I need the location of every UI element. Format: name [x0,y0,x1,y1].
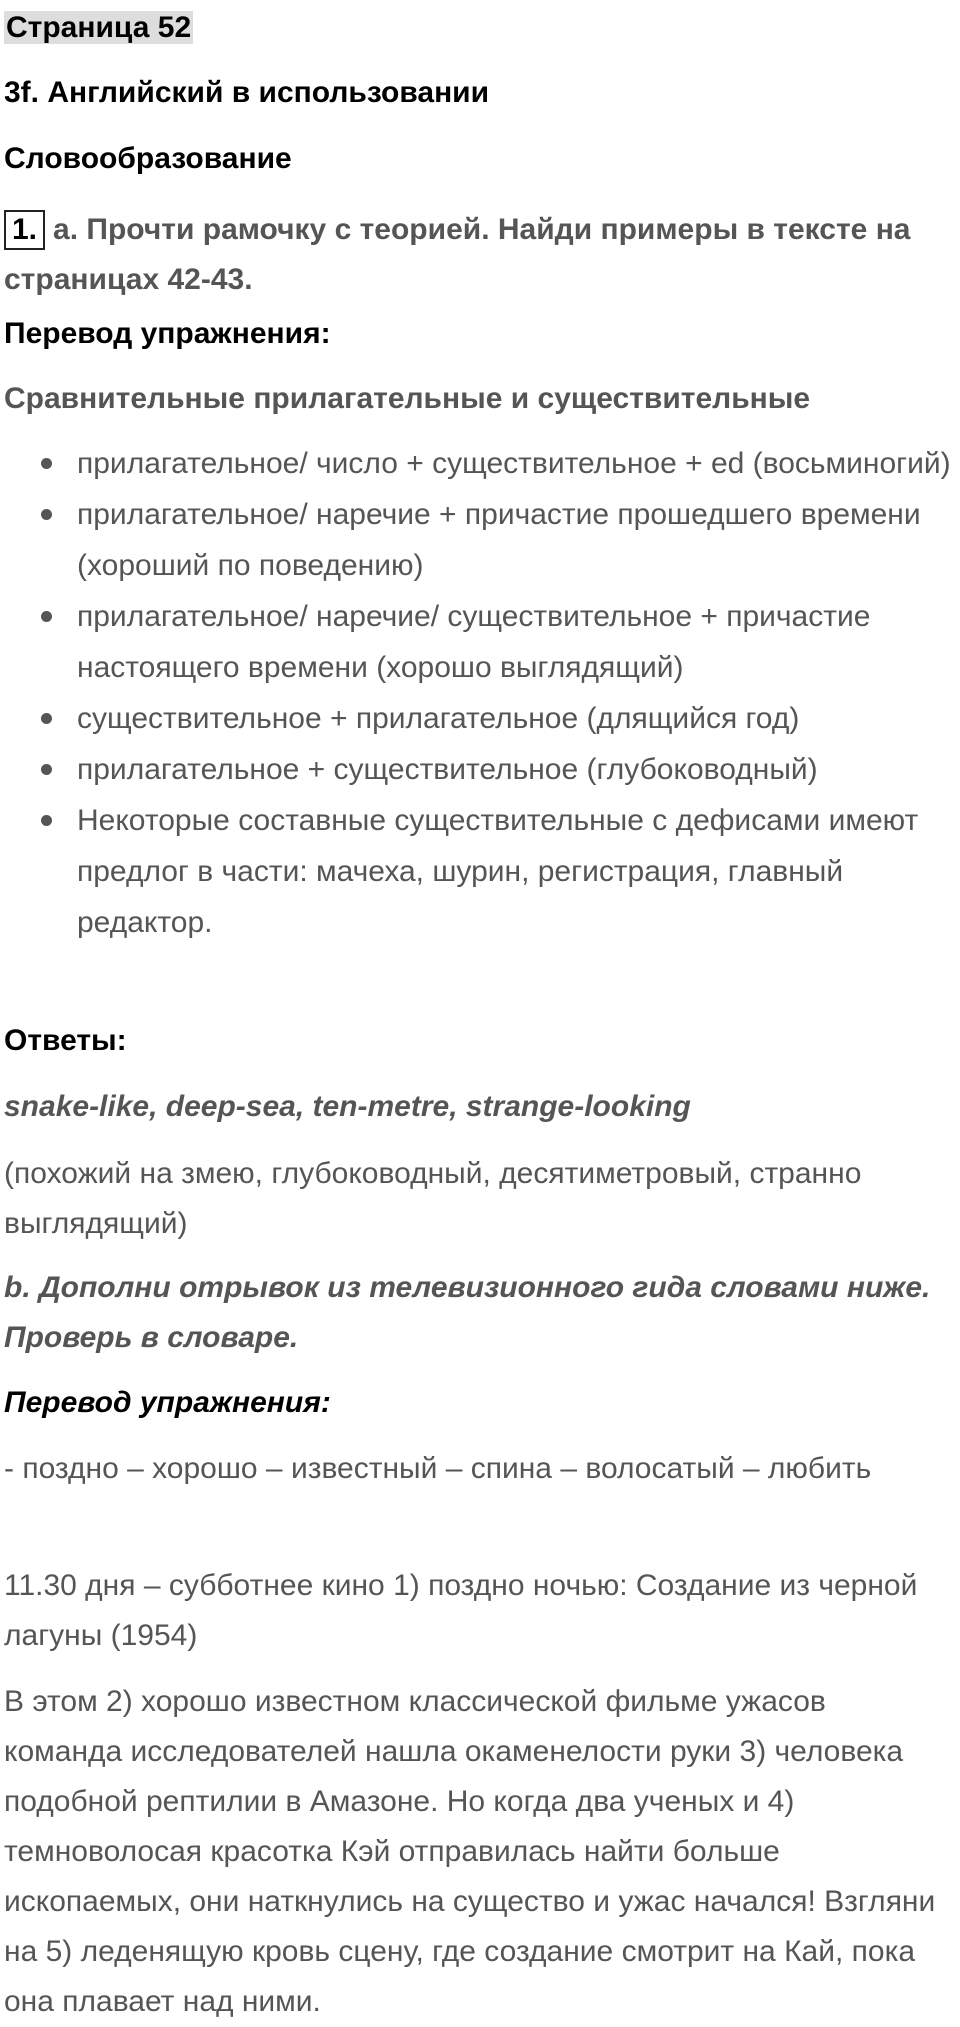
task-1-text: a. Прочти рамочку с теорией. Найди примеры в тексте на страницах 42-43. [4,213,911,296]
bullet-icon [41,458,52,469]
answers-heading: Ответы: [4,1024,127,1057]
bullet-icon [41,815,52,826]
task-1 [4,205,952,305]
list-item [0,591,952,693]
list-item-text: прилагательное/ число + существительное + ed (восьминогий) [77,447,951,480]
list-item-text: существительное + прилагательное (длящийся год) [77,702,800,735]
list-item-text: прилагательное + существительное (глубоководный) [77,753,818,786]
list-item-text: прилагательное/ наречие + причастие прошедшего времени (хороший по поведению) [77,498,921,582]
bullet-icon [41,509,52,520]
page-label-row [4,3,952,53]
task-b: b. Дополни отрывок из телевизионного гида словами ниже. Проверь в словаре. [4,1271,931,1354]
section-title: 3f. Английский в использовании [4,76,490,109]
list-item [0,438,952,489]
list-item [0,489,952,591]
answers-translation: (похожий на змею, глубоководный, десятиметровый, странно выглядящий) [4,1157,862,1240]
tv-guide-paragraph: В этом 2) хорошо известном классической фильме ужасов команда исследователей нашла окаменелости руки 3) человека подобной рептилии в Амазоне. Но когда два ученых и 4) темноволосая красотка Кэй отправилась найти больше ископаемых, они наткнулись на существо и ужас начался! Взгляни на 5) леденящую кровь сцену, где создание смотрит на Кай, пока она плавает над ними. [4,1685,936,2018]
list-item [0,744,952,795]
bullet-icon [41,764,52,775]
task-number-box: 1. [4,210,45,250]
bullet-icon [41,713,52,724]
bullet-icon [41,611,52,622]
subsection-title: Словообразование [4,142,292,175]
list-item [0,693,952,744]
answers-words: snake-like, deep-sea, ten-metre, strange-looking [4,1090,691,1123]
tv-guide-line: 11.30 дня – субботнее кино 1) поздно ночью: Создание из черной лагуны (1954) [4,1569,918,1652]
word-list: - поздно – хорошо – известный – спина – волосатый – любить [4,1452,872,1485]
translation-heading: Перевод упражнения: [4,317,331,350]
theory-list [0,438,952,948]
theory-title: Сравнительные прилагательные и существительные [4,382,811,415]
translation-heading-2: Перевод упражнения: [4,1386,331,1419]
list-item-text: Некоторые составные существительные с дефисами имеют предлог в части: мачеха, шурин, регистрация, главный редактор. [77,804,919,939]
page-label: Страница 52 [6,11,192,44]
list-item-text: прилагательное/ наречие/ существительное + причастие настоящего времени (хорошо выглядящий) [77,600,871,684]
list-item [0,795,952,948]
